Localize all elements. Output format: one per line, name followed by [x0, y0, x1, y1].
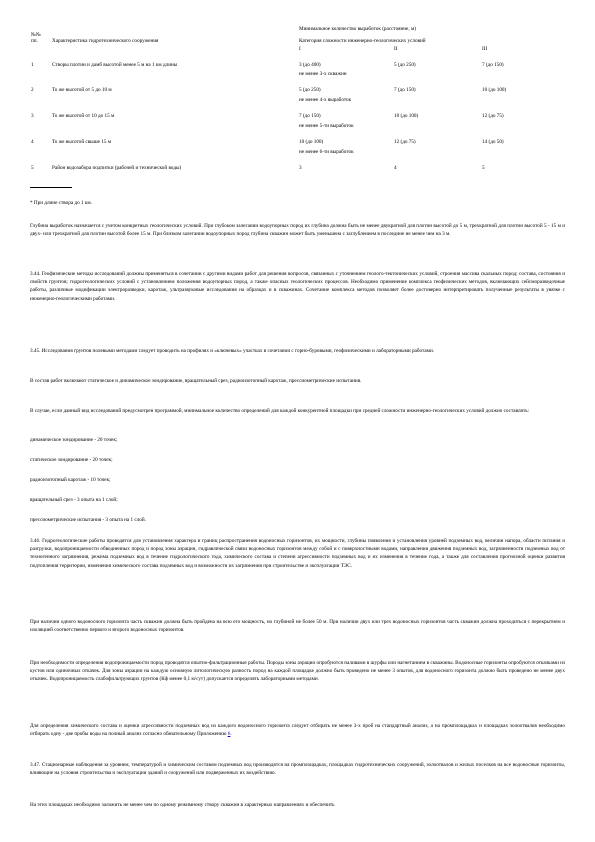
footnote: * При длине створа до 1 км.	[30, 200, 92, 206]
paragraph-aquifer-wells: При наличии одного водоносного горизонта часть скважин должна быть пройдена на всю его мощность, но глубиной не более 50 м. При наличии двух или трех водоносных горизонтов часть скважин должна проходиться с перекрытием и изоляцией соответственно первого и второго водоносных горизонтов.	[30, 619, 565, 634]
table-row-number: 3	[31, 113, 34, 119]
paragraph-3-45: 3.45. Исследования грунтов полевыми методами следует проводить на профилях и «ключевых» участках в сочетании с горно-буровыми, геофизическими и лабораторными работами.	[30, 348, 435, 354]
table-row-note: не менее 4-х выработок	[299, 97, 352, 103]
table-cell-cat3: 7 (до 150)	[482, 62, 504, 68]
table-cell-cat1: 7 (до 150)	[299, 113, 321, 119]
list-item-radioisotope-logging: радиоизотопный каротаж - 10 точек;	[30, 477, 111, 483]
table-row-description: То же высотой от 5 до 10 м	[52, 87, 112, 93]
paragraph-3-44: 3.44. Геофизические методы исследований должны применяться в сочетании с другими видами работ для решения вопросов, связанных с уточнением геолого-тектонических условий, строения массива скальных пород; состава, состояния и свойств грунтов; гидрогеологических условий с установлением положения водоупорных пород, а также опасных геологических процессов. Необходимо применение комплекса геофизических методов, включающих сейсморазведочные работы, различные модификации электроразведки, каротаж, ультразвуковые исследования на образцах и в скважинах. Сочетание комплекса методов позволяет более достоверно интерпретировать полученные результаты в увязке с инженерно-геологическими работами.	[30, 271, 565, 302]
table-row-description: Створы плотин и дамб высотой менее 5 м на 1 км длины	[52, 62, 178, 68]
paragraph-3-46: 3.46. Гидрогеологические работы проводятся для установления характера и границ распространения водоносных горизонтов, их мощности, глубины появления и установления уровней подземных вод, величин напора, области питания и разгрузки, водопроницаемости обводненных пород и пород зоны аэрации, гидравлической связи водоносных горизонтов между собой и с поверхностными водами, направления движения подземных вод, загрязненности подземных вод от техногенного загрязнения, режима подземных вод в течение гидрологического года, химического состава и степени агрессивности подземных вод и их изменения в течение года, а также для составления прогнозной оценки развития подтопления территории, изменения химического состава подземных вод и возможности их загрязнения при строительстве и эксплуатации ТЭС.	[30, 538, 565, 569]
paragraph-observation-wells: На этих площадках необходимо заложить не менее чем по одному режимному створу скважин в характерных направлениях и обеспечить	[30, 802, 335, 808]
table-category-2: II	[394, 46, 398, 52]
table-cell-cat3: 14 (до 50)	[482, 139, 504, 145]
appendix-6-link[interactable]: 6	[227, 731, 231, 738]
table-cell-cat3: 12 (до 75)	[482, 113, 504, 119]
table-row-description: То же высотой от 10 до 15 м	[52, 113, 115, 119]
table-cell-cat3: 10 (до 100)	[482, 87, 507, 93]
paragraph-filtration-works: При необходимости определения водопроницаемости пород проводятся опытно-фильтрационные работы. Породы зоны аэрации опробуются наливами в шурфы или нагнетанием в скважины. Водоносные горизонты опробуются откачками из кустов или одиночных откачек. Для зоны аэрации на каждую основную литологическую разность пород на каждой площадке должно быть проведено не менее 3 опытов, для водоносного горизонта должно быть проведено не менее двух откачек. Водопроницаемость слабофильтрующих грунтов (Кф менее 0,1 м/сут) допускается определять лабораторными методами.	[30, 660, 565, 683]
table-cell-cat2: 5 (до 250)	[394, 62, 416, 68]
table-row-description: Район водозабора подпитки (рабочей и технической воды)	[52, 165, 182, 171]
table-row-number: 5	[31, 165, 34, 171]
table-row-description: То же высотой свыше 15 м	[52, 139, 112, 145]
list-item-rotational-shear: вращательный срез - 3 опыта на 1 слой;	[30, 497, 118, 503]
paragraph-water-sampling-text: Для определения химического состава и оценки агрессивности подземных вод из каждого водоносного горизонта следует отбирать не менее 3-х проб на стандартный анализ, а на промплощадках и площадках золоотвалов необходимо отбирать одну - две пробы воды на полный анализ согласно обязательному Приложению	[30, 723, 565, 738]
list-item-static-sounding: статическое зондирование - 20 точек;	[30, 457, 113, 463]
table-row-note: не менее 6-ти выработок	[299, 149, 354, 155]
table-row-note: не менее 3-х скважин	[299, 71, 347, 77]
table-row-number: 2	[31, 87, 34, 93]
table-row-note: не менее 5-ти выработок	[299, 123, 354, 129]
paragraph-water-sampling-end: .	[230, 731, 232, 738]
table-header-characteristic: Характеристика гидротехнического сооружения	[52, 38, 159, 44]
table-category-1: I	[299, 46, 301, 52]
table-header-category: Категория сложности инженерно-геологических условий	[299, 38, 426, 44]
table-cell-cat1: 3	[299, 165, 302, 171]
list-item-pressuremeter: прессиометрические испытания - 3 опыта на 1 слой.	[30, 517, 146, 523]
paragraph-min-determinations: В случае, если данный вид исследований предусмотрен программой, минимальное количество определений для каждой конкурентной площадки при средней сложности инженерно-геологических условий должно составлять:	[30, 408, 530, 414]
table-cell-cat1: 5 (до 250)	[299, 87, 321, 93]
paragraph-3-47: 3.47. Стационарные наблюдения за уровнем, температурой и химическим составом подземных вод производятся на промплощадках, площадках гидротехнических сооружений, золоотвалов и жилых поселков на все водоносные горизонты, влияющие на условия строительства и эксплуатации зданий и сооружений или подверженных их воздействию.	[30, 762, 565, 777]
table-header-min-count: Минимальное количество выработок (расстояние, м)	[299, 26, 416, 32]
footnote-rule	[30, 187, 72, 188]
table-header-number: №№ пп.	[31, 32, 41, 45]
table-cell-cat1: 10 (до 100)	[299, 139, 324, 145]
table-category-3: III	[482, 46, 488, 52]
table-row-number: 4	[31, 139, 34, 145]
paragraph-work-composition: В состав работ включают статическое и динамическое зондирование, вращательный срез, радиоизотопный каротаж, прессиометрические испытания.	[30, 378, 362, 384]
list-item-dynamic-sounding: динамическое зондирование - 20 точек;	[30, 437, 118, 443]
paragraph-well-depth: Глубина выработок назначается с учетом конкретных геологических условий. При глубоком залегании водоупорных пород их глубина должна быть не менее двукратной для плотин высотой до 5 м, трехкратной для плотин высотой 5 - 15 м и двух- или трехкратной для плотин высотой более 15 м. При близком залегании водоупорных пород глубина скважин может быть уменьшена с заглублением в последние не менее чем на 3 м.	[30, 223, 565, 238]
table-row-number: 1	[31, 62, 34, 68]
table-cell-cat2: 7 (до 150)	[394, 87, 416, 93]
table-cell-cat2: 10 (до 100)	[394, 113, 419, 119]
paragraph-water-sampling	[30, 722, 565, 738]
table-cell-cat3: 5	[482, 165, 485, 171]
table-cell-cat1: 3 (до 400)	[299, 62, 321, 68]
table-cell-cat2: 4	[394, 165, 397, 171]
table-cell-cat2: 12 (до 75)	[394, 139, 416, 145]
